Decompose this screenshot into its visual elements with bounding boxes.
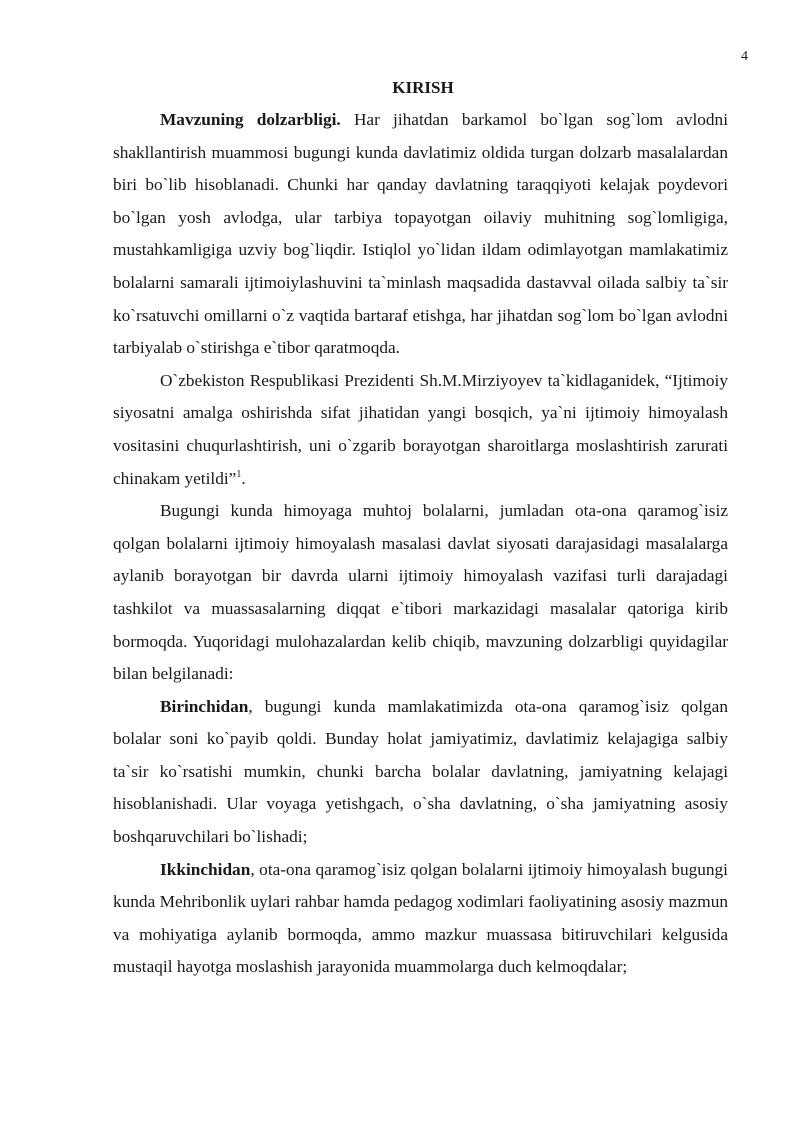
paragraph-social-protection: [113, 495, 728, 691]
paragraph-relevance: [113, 104, 728, 365]
paragraph-end: .: [241, 468, 246, 488]
page-title: KIRISH: [392, 78, 454, 97]
paragraph-lead-first: Birinchidan: [160, 696, 249, 716]
footnote-marker[interactable]: 1: [236, 468, 242, 480]
paragraph-text: , bugungi kunda mamlakatimizda ota-ona qaramog`isiz qolgan bolalar soni ko`payib qoldi. Bunday holat jamiyatimiz, davlatimiz kelajagiga salbiy ta`sir ko`rsatishi mumkin, chunki barcha bolalar davlatning, jamiyatning kelajagi hisoblanishadi. Ular voyaga yetishgach, o`sha davlatning, o`sha jamiyatning asosiy boshqaruvchilari bo`lishadi;: [113, 696, 728, 847]
document-body: [113, 104, 728, 984]
paragraph-text: Har jihatdan barkamol bo`lgan sog`lom avlodni shakllantirish muammosi bugungi kunda davlatimiz oldida turgan dolzarb masalalardan biri bo`lib hisoblanadi. Chunki har qanday davlatning taraqqiyoti kelajak poydevori bo`lgan yosh avlodga, ular tarbiya topayotgan oilaviy muhitning sog`lomligiga, mustahkamligiga uzviy bog`liqdir. Istiqlol yo`lidan ildam odimlayotgan mamlakatimiz bolalarni samarali ijtimoiylashuvini ta`minlash maqsadida dastavval oilada salbiy ta`sir ko`rsatuvchi omillarni o`z vaqtida bartaraf etishga, har jihatdan sog`lom bo`lgan avlodni tarbiyalab o`stirishga e`tibor qaratmoqda.: [113, 110, 728, 358]
paragraph-text: Bugungi kunda himoyaga muhtoj bolalarni, jumladan ota-ona qaramog`isiz qolgan bolalarni ijtimoiy himoyalash masalasi davlat siyosati darajasidagi masalalarga aylanib borayotgan bir davrda ularni ijtimoiy himoyalash vazifasi turli darajadagi tashkilot va muassasalarning diqqat e`tibori markazidagi masalalar qatoriga kirib bormoqda. Yuqoridagi mulohazalardan kelib chiqib, mavzuning dolzarbligi quyidagilar bilan belgilanadi:: [113, 501, 728, 684]
paragraph-text: , ota-ona qaramog`isiz qolgan bolalarni ijtimoiy himoyalash bugungi kunda Mehribonlik uylari rahbar hamda pedagog xodimlari faoliyatining asosiy mazmun va mohiyatiga aylanib bormoqda, ammo mazkur muassasa bitiruvchilari kelgusida mustaqil hayotga moslashish jarayonida muammolarga duch kelmoqdalar;: [113, 859, 728, 977]
paragraph-second-reason: [113, 854, 728, 984]
page-number: 4: [741, 49, 748, 64]
paragraph-first-reason: [113, 691, 728, 854]
paragraph-text: O`zbekiston Respublikasi Prezidenti Sh.M.Mirziyoyev ta`kidlaganidek, “Ijtimoiy siyosatni amalga oshirishda sifat jihatidan yangi bosqich, ya`ni ijtimoiy himoyalash vositasini chuqurlashtirish, uni o`zgarib borayotgan sharoitlarga moslashtirish zarurati chinakam yetildi”: [113, 370, 728, 488]
paragraph-president-quote: [113, 365, 728, 495]
paragraph-lead-second: Ikkinchidan: [160, 859, 251, 879]
paragraph-lead-relevance: Mavzuning dolzarbligi.: [160, 110, 341, 129]
